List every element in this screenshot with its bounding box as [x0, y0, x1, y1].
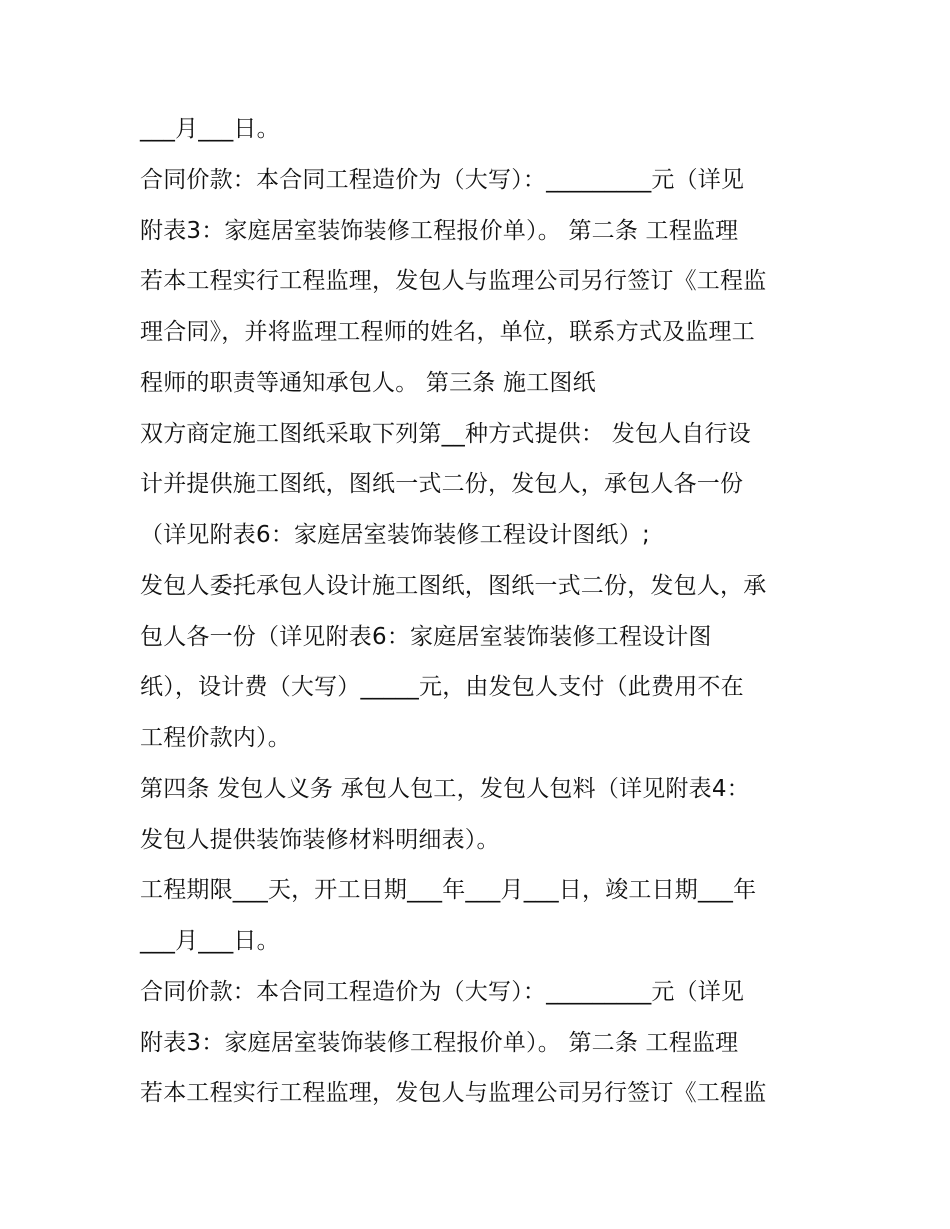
text-line: 附表3：家庭居室装饰装修工程报价单）。 第二条 工程监理 — [140, 217, 739, 244]
text-line: 计并提供施工图纸，图纸一式二份，发包人，承包人各一份 — [140, 471, 744, 498]
text-line: 包人各一份（详见附表6：家庭居室装饰装修工程设计图 — [140, 623, 712, 650]
text-line: 程师的职责等通知承包人。 第三条 施工图纸 — [140, 369, 596, 396]
text-line: 工程期限___天，开工日期___年___月___日，竣工日期___年 — [140, 877, 757, 904]
text-line: 合同价款：本合同工程造价为（大写）：_________元（详见 — [140, 166, 745, 193]
text-line: 第四条 发包人义务 承包人包工，发包人包料（详见附表4： — [140, 775, 750, 802]
text-line: 纸），设计费（大写）_____元，由发包人支付（此费用不在 — [140, 674, 744, 701]
text-line: 工程价款内）。 — [140, 725, 291, 751]
document-body — [140, 104, 830, 1119]
text-line: 若本工程实行工程监理，发包人与监理公司另行签订《工程监 — [140, 268, 767, 295]
text-line: ___月___日。 — [140, 116, 280, 142]
text-line: （详见附表6：家庭居室装饰装修工程设计图纸）; — [140, 522, 650, 548]
text-line: 发包人委托承包人设计施工图纸，图纸一式二份，发包人，承 — [140, 572, 767, 599]
text-line: ___月___日。 — [140, 928, 280, 954]
text-line: 若本工程实行工程监理，发包人与监理公司另行签订《工程监 — [140, 1080, 767, 1107]
text-line: 双方商定施工图纸采取下列第__种方式提供： 发包人自行设 — [140, 420, 751, 447]
text-line: 发包人提供装饰装修材料明细表）。 — [140, 826, 500, 853]
text-line: 合同价款：本合同工程造价为（大写）：_________元（详见 — [140, 978, 745, 1005]
text-line: 附表3：家庭居室装饰装修工程报价单）。 第二条 工程监理 — [140, 1029, 739, 1056]
text-line: 理合同》，并将监理工程师的姓名，单位，联系方式及监理工 — [140, 319, 755, 345]
